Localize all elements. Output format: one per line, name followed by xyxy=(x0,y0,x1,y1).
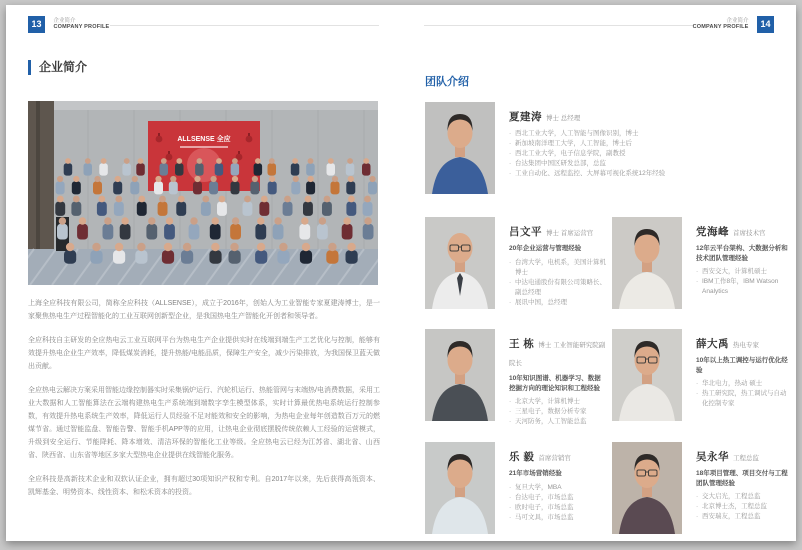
member-name-row xyxy=(696,447,791,465)
member-bullet: · 西北工业大学，人工智能与图像识别，博士 xyxy=(509,129,784,139)
member-name: 乐 毅 xyxy=(509,451,535,463)
member-bullet: · 复旦大学，MBA xyxy=(509,483,607,493)
member-role: 热电专家 xyxy=(733,342,759,349)
member-card xyxy=(425,329,607,427)
member-bullet: · 北京大学，计算机博士 xyxy=(509,397,607,407)
page-number-badge: 14 xyxy=(757,16,774,33)
member-role: 博士 总经理 xyxy=(546,115,581,122)
header-labels xyxy=(53,18,109,30)
document-page-spread xyxy=(6,5,796,541)
member-slot xyxy=(612,442,790,534)
member-bullet: · IBM工作8年，IBM Watson Analytics xyxy=(696,277,791,297)
member-info xyxy=(509,217,607,308)
member-info xyxy=(509,442,607,523)
member-photo xyxy=(425,102,495,194)
team-intro-title: 团队介绍 xyxy=(425,76,469,88)
member-info xyxy=(509,329,607,427)
member-slot xyxy=(612,217,790,309)
portrait-illustration xyxy=(612,329,682,421)
member-name: 夏建涛 xyxy=(509,111,542,123)
member-summary: 18年项目管理、项目交付与工程团队管理经验 xyxy=(696,470,788,487)
intro-paragraph: 上海全应科技有限公司，简称全应科技（ALLSENSE），成立于2016年，创始人为工业智能专家夏建涛博士，是一家聚焦热电生产过程智能化的工业互联网创新型企业，是我国热电生产智能化开创者和领导者。 xyxy=(28,300,380,320)
portrait-illustration xyxy=(425,442,495,534)
member-photo xyxy=(612,442,682,534)
member-bullets xyxy=(509,258,607,308)
company-intro-title: 企业简介 xyxy=(28,60,87,75)
portrait-illustration xyxy=(612,442,682,534)
header-left xyxy=(28,16,113,34)
member-summary: 12年云平台架构、大数据分析和技术团队管理经验 xyxy=(696,245,788,262)
member-bullet: · 西安瑞友，工程总监 xyxy=(696,512,791,522)
member-name: 吕文平 xyxy=(509,226,542,238)
member-bullet: · 欧时电子，市场总监 xyxy=(509,503,607,513)
member-role: 首席营销官 xyxy=(538,455,571,462)
member-photo xyxy=(425,442,495,534)
member-name-row xyxy=(696,222,791,240)
member-role: 工程总监 xyxy=(733,455,759,462)
header-labels xyxy=(693,18,749,30)
member-bullet: · 热工研究院，热工调试与自动化控制专家 xyxy=(696,389,791,409)
member-bullet: · 中达电通股份有限公司策略长、副总经理 xyxy=(509,278,607,298)
group-photo-illustration xyxy=(28,101,378,285)
intro-paragraph: 全应热电云解决方案采用智能边缘控制器实时采集锅炉运行、汽轮机运行、热能管网与末端热/电消费数据，采用工业大数据和人工智能算法在云端构建热电生产系统端到端数字孪生模型体系，实时计算最优热电系统运行控制参数，有效提升热电系统生产效率，降低运行人员经验不足对能效和安全的影响，为热电企业每年创造数百万元的燃煤节省。通过智能监盘、智能告警、智能手机APP等的应用，让热电企业彻底摆脱传统依赖人工经验的运营模式，升级到安全运行、节能降耗、降本增效、清洁环保的智能化工业等级。全应热电云已经为江苏省、湖北省、山西省、陕西省、山东省等地区多家大型热电企业提供在线智能化服务。 xyxy=(28,387,380,459)
member-bullet: · 天河防务，人工智能总监 xyxy=(509,417,607,427)
member-info xyxy=(696,217,791,297)
header-label-cn: 企业简介 xyxy=(726,18,749,24)
portrait-illustration xyxy=(425,329,495,421)
member-slot xyxy=(425,102,790,194)
member-bullets xyxy=(509,483,607,523)
member-bullet: · 交大启光，工程总监 xyxy=(696,492,791,502)
member-summary: 10年知识图谱、机器学习、数据挖掘方向的理论知识和工程经验 xyxy=(509,375,601,392)
member-name: 王 栋 xyxy=(509,338,535,350)
member-role: 博士 工业智能研究院副院长 xyxy=(509,342,606,367)
member-role: 博士 首席运营官 xyxy=(546,230,594,237)
member-card xyxy=(425,217,607,309)
member-bullet: · 西北工业大学，电子信息学院，副教授 xyxy=(509,149,784,159)
member-info xyxy=(696,329,791,409)
company-intro-text xyxy=(28,297,380,510)
header-label-en: COMPANY PROFILE xyxy=(53,24,110,30)
member-photo xyxy=(425,329,495,421)
member-info xyxy=(696,442,791,522)
member-slot xyxy=(425,329,607,427)
member-name-row xyxy=(509,334,607,370)
member-photo xyxy=(425,217,495,309)
member-name-row xyxy=(509,222,607,240)
member-bullet: · 台湾大学，电机系，美国计算机博士 xyxy=(509,258,607,278)
member-name-row xyxy=(509,447,607,465)
intro-paragraph: 全应科技自主研发的全应热电云工业互联网平台为热电生产企业提供实时在线端到端生产工艺优化与控制，能够有效提升热电企业生产效率，降低煤炭消耗，提升热能/电能品质，保障生产安全，减少污染排放，为我国保卫蓝天做出贡献。 xyxy=(28,337,380,370)
member-summary: 20年企业运营与管理经验 xyxy=(509,245,582,252)
member-photo xyxy=(612,329,682,421)
member-summary: 10年以上热工调控与运行优化经验 xyxy=(696,357,788,374)
member-bullet: · 台达电子，市场总监 xyxy=(509,493,607,503)
member-name: 吴永华 xyxy=(696,451,729,463)
member-slot xyxy=(425,217,607,309)
portrait-illustration xyxy=(612,217,682,309)
header-right xyxy=(689,16,774,34)
member-name: 薛大禹 xyxy=(696,338,729,350)
page-number-badge: 13 xyxy=(28,16,45,33)
member-bullet: · 三星电子，数据分析专家 xyxy=(509,407,607,417)
member-card xyxy=(425,442,607,534)
member-name-row xyxy=(696,334,791,352)
member-slot xyxy=(425,442,607,534)
company-group-photo xyxy=(28,101,378,285)
header-divider xyxy=(424,25,694,26)
member-role: 首席技术官 xyxy=(733,230,766,237)
member-bullet: · 北京博士杰，工程总监 xyxy=(696,502,791,512)
member-card xyxy=(425,102,790,194)
member-card xyxy=(612,329,790,421)
member-slot xyxy=(612,329,790,421)
member-bullet: · 工业自动化、远程监控、大屏幕可视化系统12年经验 xyxy=(509,169,784,179)
portrait-illustration xyxy=(425,217,495,309)
member-card xyxy=(612,217,790,309)
member-name: 党海峰 xyxy=(696,226,729,238)
member-bullets xyxy=(696,379,791,409)
member-card xyxy=(612,442,790,534)
member-bullet: · 华北电力，热动 硕士 xyxy=(696,379,791,389)
member-bullets xyxy=(509,397,607,427)
header-label-en: COMPANY PROFILE xyxy=(692,24,749,30)
header-label-cn: 企业简介 xyxy=(53,18,76,24)
member-info xyxy=(509,102,784,179)
member-bullets xyxy=(509,129,784,179)
member-bullet: · 展讯中国，总经理 xyxy=(509,298,607,308)
member-photo xyxy=(612,217,682,309)
member-bullets xyxy=(696,267,791,297)
member-bullet: · 台达集团中国区研发总部，总监 xyxy=(509,159,784,169)
member-bullet: · 新加坡南洋理工大学，人工智能，博士后 xyxy=(509,139,784,149)
svg-text:ALLSENSE 全应: ALLSENSE 全应 xyxy=(177,136,231,143)
intro-paragraph: 全应科技是高新技术企业和双软认证企业，拥有超过30项知识产权和专利。自2017年以来，先后获得高瓴资本、凯辉基金、明势资本、线性资本、和松禾资本的投资。 xyxy=(28,476,380,496)
member-summary: 21年市场营销经验 xyxy=(509,470,562,477)
member-bullet: · 西安交大，计算机硕士 xyxy=(696,267,791,277)
member-name-row xyxy=(509,107,784,125)
member-bullets xyxy=(696,492,791,522)
member-bullet: · 马可文具，市场总监 xyxy=(509,513,607,523)
header-divider xyxy=(110,25,379,26)
portrait-illustration xyxy=(425,102,495,194)
